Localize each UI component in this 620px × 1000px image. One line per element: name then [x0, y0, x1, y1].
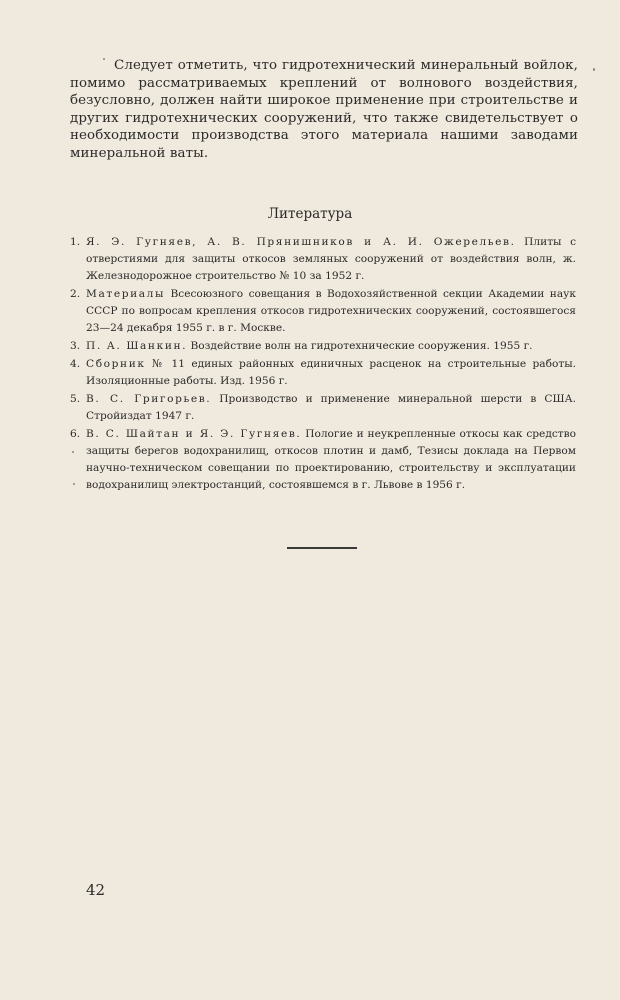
reference-number: 3.: [70, 340, 81, 352]
reference-text: № 11 единых районных единичных расценок на строительные работы. Изоляционные работы. Изд. 1956 г.: [86, 358, 576, 387]
reference-number: 2.: [70, 288, 81, 300]
reference-number: 5.: [70, 393, 81, 405]
reference-text: Пологие и неукрепленные откосы как средство защиты берегов водохранилищ, откосов плотин и дамб, Тезисы доклада на Первом научно-техническом совещании по проектированию, строительству и эксплуатации водохранилищ электростанций, состоявшемся в г. Львове в 1956 г.: [86, 428, 576, 491]
references-heading: Литература: [267, 206, 353, 222]
reference-item: [70, 338, 576, 355]
reference-author: В. С. Шайтан и Я. Э. Гугняев.: [86, 428, 302, 440]
reference-number: 6.: [70, 428, 81, 440]
reference-item: [70, 234, 576, 285]
reference-author: П. А. Шанкин.: [86, 340, 188, 352]
reference-number: 4.: [70, 358, 81, 370]
reference-text: Воздействие волн на гидротехнические сооружения. 1955 г.: [190, 340, 533, 352]
reference-author: Сборник: [86, 358, 146, 370]
references-list: [70, 234, 576, 495]
reference-item: [70, 426, 576, 494]
reference-author: В. С. Григорьев.: [86, 393, 212, 405]
reference-text: Производство и применение минеральной шерсти в США. Стройиздат 1947 г.: [86, 393, 576, 422]
reference-author: Я. Э. Гугняев, А. В. Прянишников и А. И. Ожерельев.: [86, 236, 516, 248]
reference-text: Всесоюзного совещания в Водохозяйственной секции Академии наук СССР по вопросам крепления откосов гидротехнических сооружений, состоявшегося 23—24 декабря 1955 г. в г. Москве.: [86, 288, 576, 334]
reference-author: Материалы: [86, 288, 166, 300]
reference-item: [70, 391, 576, 425]
closing-rule: [287, 547, 357, 549]
reference-number: 1.: [70, 236, 81, 248]
body-paragraph: Следует отметить, что гидротехнический минеральный войлок, помимо рассматриваемых креплений от волнового воздействия, безусловно, должен найти широкое применение при строительстве и других гидротехнических сооружений, что также свидетельствует о необходимости производства этого материала нашими заводами минеральной ваты.: [70, 58, 578, 161]
reference-item: [70, 356, 576, 390]
scan-speck: [593, 68, 595, 71]
reference-item: [70, 286, 576, 337]
reference-text: Плиты с отверстиями для защиты откосов земляных сооружений от воздействия волн, ж. Железнодорожное строительство № 10 за 1952 г.: [86, 236, 577, 282]
scan-speck: [73, 483, 75, 485]
page-number: 42: [86, 881, 106, 899]
scan-speck: [103, 58, 105, 60]
scan-speck: [72, 451, 74, 453]
